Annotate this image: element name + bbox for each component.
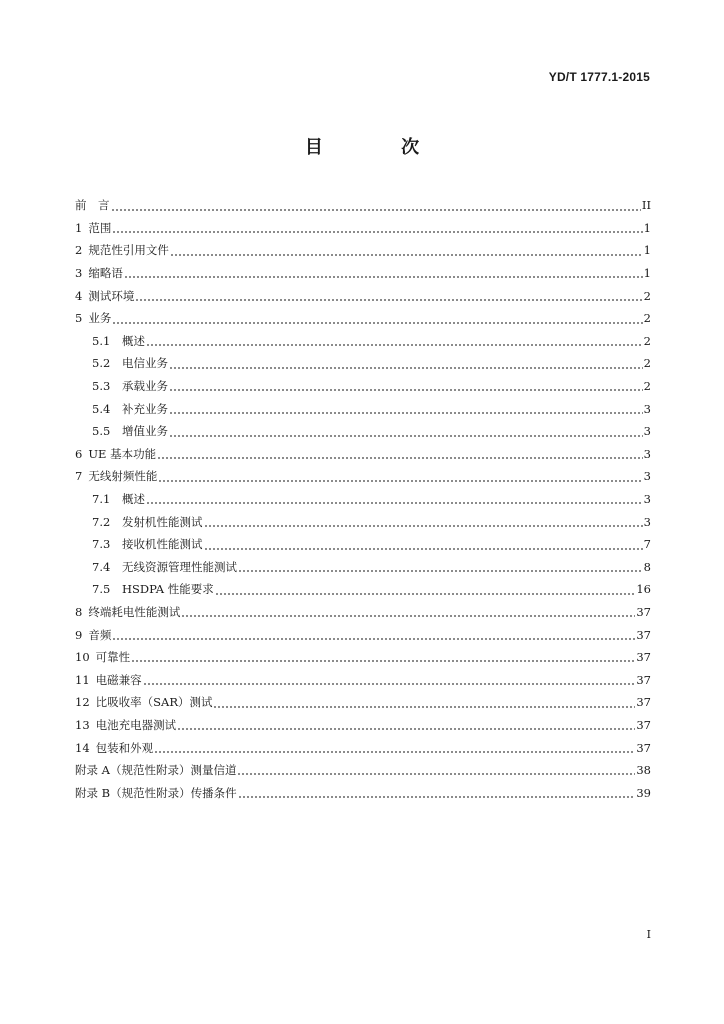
- toc-entry-page: 39: [636, 785, 651, 800]
- dot-leader: [170, 254, 643, 256]
- dot-leader: [135, 299, 642, 301]
- dot-leader: [146, 502, 643, 504]
- dot-leader: [112, 322, 642, 324]
- toc-entry[interactable]: [75, 691, 651, 714]
- toc-entry-label: [75, 581, 214, 597]
- dot-leader: [158, 480, 642, 482]
- dot-leader: [124, 276, 643, 278]
- toc-entry-title: 接收机性能测试: [122, 537, 203, 552]
- toc-entry-title: 规范性引用文件: [88, 243, 169, 258]
- toc-entry-number: 1: [75, 220, 83, 235]
- toc-entry-label: [75, 288, 134, 304]
- dot-leader: [157, 457, 643, 459]
- dot-leader: [238, 796, 636, 798]
- toc-entry[interactable]: [75, 623, 651, 646]
- toc-entry-title: 电磁兼容: [95, 672, 142, 687]
- toc-entry-number: 5.1: [92, 333, 111, 348]
- toc-entry-title: UE 基本功能: [88, 446, 157, 461]
- dot-leader: [131, 660, 635, 662]
- toc-entry[interactable]: [75, 217, 651, 240]
- toc-entry-label: [75, 265, 123, 281]
- toc-entry-page: 3: [643, 492, 651, 507]
- dot-leader: [215, 593, 636, 595]
- toc-entry-page: 2: [643, 356, 651, 371]
- toc-entry-number: 5.2: [92, 356, 111, 371]
- dot-leader: [169, 412, 643, 414]
- toc-entry-page: 1: [643, 266, 651, 281]
- toc-entry-page: 2: [643, 288, 651, 303]
- toc-entry-label: [75, 785, 237, 801]
- toc-entry-page: 37: [636, 695, 651, 710]
- toc-entry[interactable]: [75, 330, 651, 353]
- toc-entry-number: 3: [75, 266, 83, 281]
- toc-entry-label: [75, 627, 111, 643]
- toc-entry-number: 12: [75, 695, 90, 710]
- toc-entry-number: 14: [75, 740, 90, 755]
- toc-entry[interactable]: [75, 781, 651, 804]
- toc-entry-title: 补充业务: [122, 401, 168, 416]
- table-of-contents: [75, 194, 651, 804]
- toc-entry-number: 2: [75, 243, 83, 258]
- toc-entry-label: [75, 740, 153, 756]
- toc-entry[interactable]: [75, 194, 651, 217]
- toc-entry-page: 37: [636, 604, 651, 619]
- toc-entry-label: [75, 649, 130, 665]
- toc-entry-label: [75, 514, 203, 530]
- toc-entry-number: 7.3: [92, 537, 111, 552]
- toc-entry-page: 2: [643, 311, 651, 326]
- toc-entry[interactable]: [75, 239, 651, 262]
- toc-entry-number: 5.3: [92, 379, 111, 394]
- toc-entry-title: 概述: [122, 492, 145, 507]
- toc-entry-number: 6: [75, 446, 83, 461]
- toc-entry[interactable]: [75, 443, 651, 466]
- toc-entry-page: 3: [643, 469, 651, 484]
- toc-entry-label: [75, 468, 157, 484]
- toc-entry-page: 1: [643, 220, 651, 235]
- dot-leader: [154, 751, 635, 753]
- toc-entry-page: II: [641, 198, 651, 213]
- toc-entry-label: [75, 491, 145, 507]
- toc-entry-page: 3: [643, 446, 651, 461]
- toc-entry[interactable]: [75, 420, 651, 443]
- dot-leader: [143, 683, 636, 685]
- toc-entry-number: 7: [75, 469, 83, 484]
- toc-entry-page: 37: [636, 650, 651, 665]
- toc-entry-number: 7.5: [92, 582, 111, 597]
- toc-entry-title: HSDPA 性能要求: [122, 582, 214, 597]
- toc-entry-page: 38: [636, 763, 651, 778]
- toc-entry-title: 可靠性: [95, 650, 131, 665]
- toc-entry-label: [75, 355, 168, 371]
- toc-entry-page: 3: [643, 424, 651, 439]
- toc-entry[interactable]: [75, 646, 651, 669]
- toc-entry[interactable]: [75, 668, 651, 691]
- toc-entry-page: 3: [643, 514, 651, 529]
- toc-entry-number: 7.2: [92, 514, 111, 529]
- toc-entry[interactable]: [75, 465, 651, 488]
- toc-entry-number: 9: [75, 627, 83, 642]
- toc-entry-title: 包装和外观: [95, 740, 154, 755]
- toc-entry-page: 37: [636, 740, 651, 755]
- standard-code: YD/T 1777.1-2015: [548, 70, 650, 84]
- dot-leader: [169, 367, 643, 369]
- toc-entry-page: 3: [643, 401, 651, 416]
- toc-entry-label: [75, 310, 111, 326]
- toc-entry[interactable]: [75, 714, 651, 737]
- toc-entry-number: 4: [75, 288, 83, 303]
- toc-entry-number: 5.4: [92, 401, 111, 416]
- toc-entry-label: [75, 694, 212, 710]
- toc-entry-label: [75, 762, 236, 778]
- toc-entry-page: 37: [636, 627, 651, 642]
- toc-entry-label: [75, 197, 110, 213]
- toc-entry-title: 承载业务: [122, 379, 168, 394]
- toc-entry[interactable]: [75, 352, 651, 375]
- toc-entry-number: 11: [75, 672, 90, 687]
- toc-entry[interactable]: [75, 375, 651, 398]
- toc-entry-label: [75, 559, 237, 575]
- toc-entry[interactable]: [75, 510, 651, 533]
- toc-entry-title: 测试环境: [88, 288, 135, 303]
- toc-entry-page: 37: [636, 672, 651, 687]
- toc-entry[interactable]: [75, 578, 651, 601]
- toc-entry[interactable]: [75, 533, 651, 556]
- toc-entry-number: 13: [75, 717, 90, 732]
- toc-entry-title: 业务: [88, 311, 112, 326]
- toc-entry-number: 5: [75, 311, 83, 326]
- toc-entry-title: 附录 B（规范性附录）传播条件: [75, 785, 237, 800]
- toc-entry-title: 发射机性能测试: [122, 514, 203, 529]
- toc-entry[interactable]: [75, 307, 651, 330]
- toc-entry-number: 10: [75, 650, 90, 665]
- toc-entry-title: 缩略语: [88, 266, 123, 281]
- toc-entry-label: [75, 672, 142, 688]
- toc-entry-label: [75, 446, 156, 462]
- dot-leader: [169, 435, 643, 437]
- toc-entry[interactable]: [75, 556, 651, 579]
- toc-entry-page: 1: [643, 243, 651, 258]
- toc-entry-title: 终端耗电性能测试: [88, 604, 181, 619]
- toc-entry-title: 附录 A（规范性附录）测量信道: [75, 763, 237, 778]
- toc-entry-number: 8: [75, 604, 83, 619]
- toc-entry-number: 7.1: [92, 492, 111, 507]
- toc-entry-label: [75, 423, 168, 439]
- toc-entry-title: 概述: [122, 333, 145, 348]
- toc-entry-label: [75, 604, 180, 620]
- toc-entry[interactable]: [75, 488, 651, 511]
- dot-leader: [181, 615, 635, 617]
- toc-entry-label: [75, 378, 168, 394]
- toc-entry-title: 无线资源管理性能测试: [122, 559, 237, 574]
- toc-entry-label: [75, 401, 168, 417]
- toc-entry[interactable]: [75, 284, 651, 307]
- toc-entry-title: 电信业务: [122, 356, 168, 371]
- toc-entry-title: 比吸收率（SAR）测试: [95, 695, 213, 710]
- toc-entry-number: 5.5: [92, 424, 111, 439]
- dot-leader: [112, 231, 642, 233]
- toc-entry-number: 7.4: [92, 559, 111, 574]
- toc-entry-title: 电池充电器测试: [95, 717, 177, 732]
- dot-leader: [112, 638, 635, 640]
- toc-entry-title: 增值业务: [122, 424, 168, 439]
- toc-entry[interactable]: [75, 601, 651, 624]
- toc-entry-title: 无线射频性能: [88, 469, 158, 484]
- toc-entry-page: 8: [643, 559, 651, 574]
- dot-leader: [146, 344, 643, 346]
- toc-entry[interactable]: [75, 759, 651, 782]
- dot-leader: [204, 548, 643, 550]
- toc-entry[interactable]: [75, 736, 651, 759]
- toc-entry-label: [75, 242, 169, 258]
- toc-entry-page: 2: [643, 379, 651, 394]
- toc-entry-page: 7: [643, 537, 651, 552]
- toc-entry-page: 2: [643, 333, 651, 348]
- page-number: I: [646, 928, 651, 941]
- toc-entry[interactable]: [75, 397, 651, 420]
- dot-leader: [204, 525, 643, 527]
- dot-leader: [213, 706, 635, 708]
- page-title: 目 次: [304, 137, 456, 158]
- toc-entry-label: [75, 333, 145, 349]
- dot-leader: [169, 389, 643, 391]
- toc-entry-label: [75, 536, 203, 552]
- dot-leader: [177, 728, 635, 730]
- toc-entry-page: 16: [636, 582, 651, 597]
- dot-leader: [237, 773, 635, 775]
- toc-entry-page: 37: [636, 717, 651, 732]
- toc-entry-label: [75, 717, 176, 733]
- toc-entry-title: 前 言: [75, 198, 110, 213]
- dot-leader: [111, 209, 641, 211]
- toc-entry[interactable]: [75, 262, 651, 285]
- toc-entry-title: 音频: [88, 627, 112, 642]
- dot-leader: [238, 570, 643, 572]
- toc-entry-label: [75, 220, 111, 236]
- toc-entry-title: 范围: [88, 220, 112, 235]
